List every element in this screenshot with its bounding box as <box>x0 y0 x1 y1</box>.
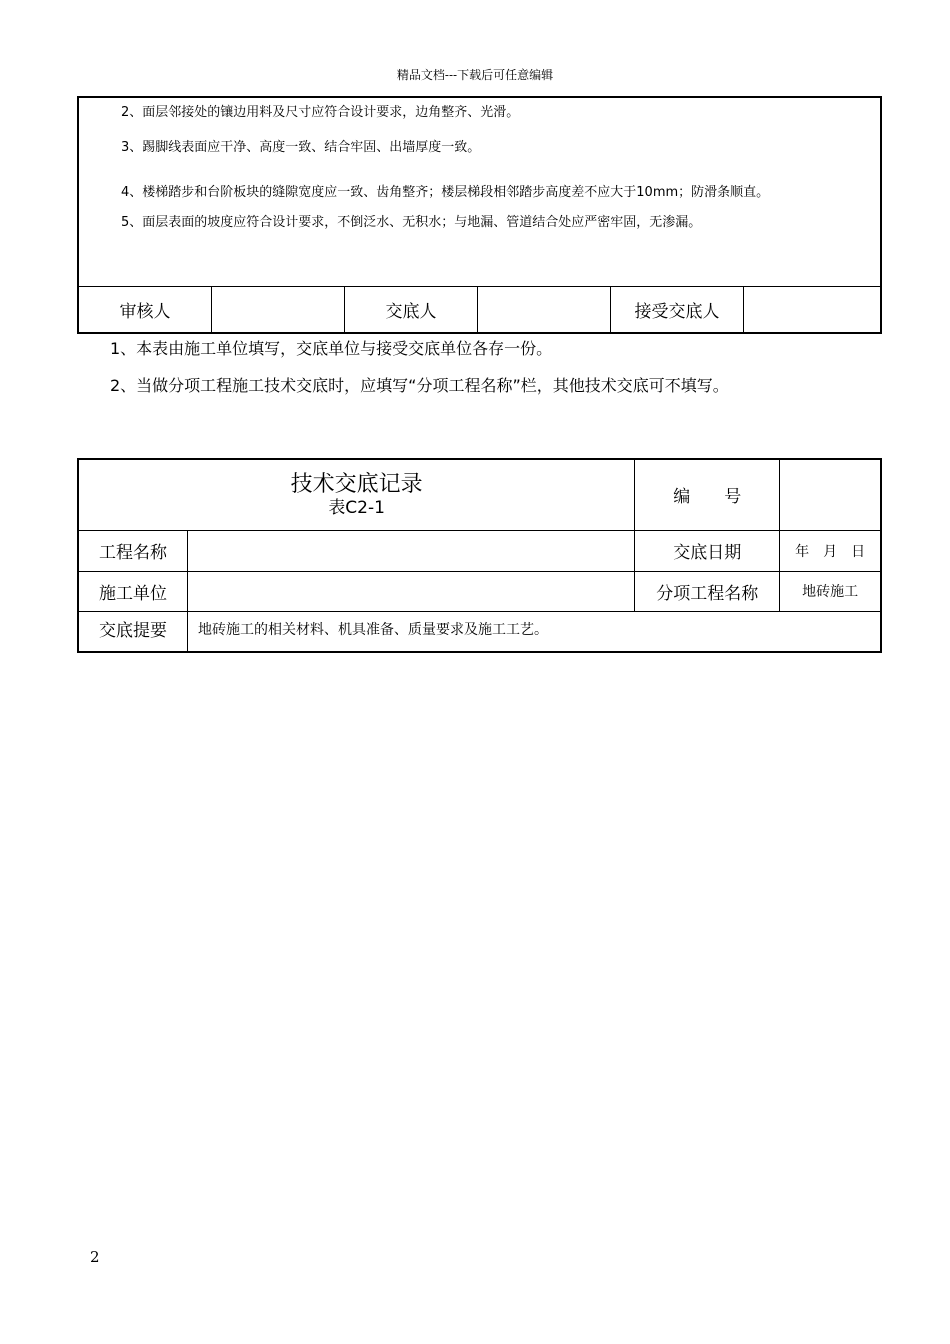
discloser-label: 交底人 <box>345 287 478 334</box>
requirement-item: 4、楼梯踏步和台阶板块的缝隙宽度应一致、齿角整齐；楼层梯段相邻踏步高度差不应大于10mm；防滑条顺直。 <box>121 185 770 200</box>
receiver-label: 接受交底人 <box>611 287 744 334</box>
project-name-label: 工程名称 <box>78 530 188 571</box>
note-1: 1、本表由施工单位填写，交底单位与接受交底单位各存一份。 <box>110 339 553 358</box>
construction-unit-field[interactable] <box>188 571 635 611</box>
reviewer-field[interactable] <box>212 287 345 334</box>
reviewer-label: 审核人 <box>78 287 212 334</box>
date-field[interactable]: 年 月 日 <box>780 530 881 571</box>
note-2: 2、当做分项工程施工技术交底时，应填写“分项工程名称”栏，其他技术交底可不填写。 <box>110 376 729 395</box>
page-number: 2 <box>90 1248 100 1266</box>
number-field[interactable] <box>780 459 881 530</box>
date-label: 交底日期 <box>635 530 780 571</box>
form-subtitle: 表C2-1 <box>328 497 385 518</box>
sub-project-field[interactable]: 地砖施工 <box>780 571 881 611</box>
project-name-field[interactable] <box>188 530 635 571</box>
page-header: 精品文档---下载后可任意编辑 <box>396 68 554 82</box>
disclosure-form <box>77 458 882 653</box>
requirement-item: 2、面层邻接处的镶边用料及尺寸应符合设计要求，边角整齐、光滑。 <box>121 105 520 120</box>
summary-field[interactable]: 地砖施工的相关材料、机具准备、质量要求及施工工艺。 <box>188 611 882 652</box>
number-label: 编 号 <box>635 459 780 530</box>
form-title: 技术交底记录 <box>290 471 423 497</box>
requirements-cell <box>78 97 881 287</box>
construction-unit-label: 施工单位 <box>78 571 188 611</box>
sub-project-label: 分项工程名称 <box>635 571 780 611</box>
discloser-field[interactable] <box>478 287 611 334</box>
summary-label: 交底提要 <box>78 611 188 652</box>
requirement-item: 5、面层表面的坡度应符合设计要求，不倒泛水、无积水；与地漏、管道结合处应严密牢固，无渗漏。 <box>121 215 702 230</box>
form-title-cell <box>78 459 635 530</box>
requirement-item: 3、踢脚线表面应干净、高度一致、结合牢固、出墙厚度一致。 <box>121 140 481 155</box>
requirements-table <box>77 96 882 334</box>
receiver-field[interactable] <box>744 287 882 334</box>
